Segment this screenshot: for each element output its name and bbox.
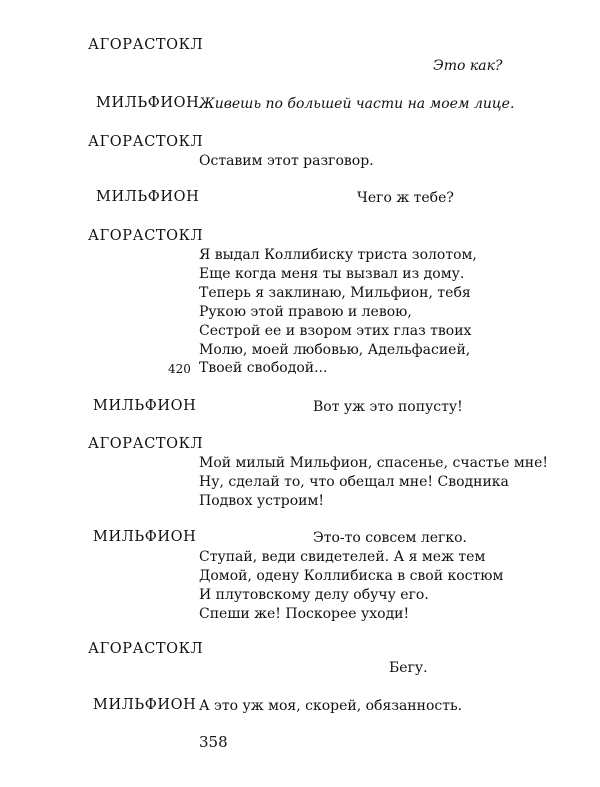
verse-line: Еще когда меня ты вызвал из дому. [199,266,465,282]
verse-line: Теперь я заклинаю, Мильфион, тебя [199,285,471,301]
line-number: 420 [168,362,191,376]
verse-line: Чего ж тебе? [357,190,454,206]
speaker-agorastokl: АГОРАСТОКЛ [88,228,204,244]
verse-line: Ступай, веди свидетелей. А я меж тем [199,549,486,565]
speaker-milfion: МИЛЬФИОН [96,95,200,111]
verse-line: Ну, сделай то, что обещал мне! Сводника [199,474,509,490]
verse-line: Вот уж это попусту! [313,399,463,415]
verse-line: А это уж моя, скорей, обязанность. [199,698,463,714]
verse-line: Бегу. [389,660,428,676]
speaker-agorastokl: АГОРАСТОКЛ [88,134,204,150]
verse-line: Я выдал Коллибиску триста золотом, [199,247,477,263]
speaker-milfion: МИЛЬФИОН [93,529,197,545]
verse-line: Мой милый Мильфион, спасенье, счастье мне! [199,455,549,471]
verse-line: Твоей свободой... [199,360,328,376]
page-number: 358 [199,733,228,751]
verse-line: Молю, моей любовью, Адельфасией, [199,342,471,358]
verse-line: Это-то совсем легко. [313,530,467,546]
speaker-milfion: МИЛЬФИОН [93,697,197,713]
verse-line: Оставим этот разговор. [199,153,374,169]
verse-line: Подвох устроим! [199,493,324,509]
speaker-agorastokl: АГОРАСТОКЛ [88,641,204,657]
verse-line: И плутовскому делу обучу его. [199,587,429,603]
verse-line: Это как? [433,58,503,74]
verse-line: Домой, одену Коллибиска в свой костюм [199,568,504,584]
speaker-agorastokl: АГОРАСТОКЛ [88,37,204,53]
verse-line: Сестрой ее и взором этих глаз твоих [199,323,472,339]
speaker-milfion: МИЛЬФИОН [93,398,197,414]
verse-line: Рукою этой правою и левою, [199,304,412,320]
speaker-agorastokl: АГОРАСТОКЛ [88,436,204,452]
verse-line: Спеши же! Поскорее уходи! [199,606,410,622]
speaker-milfion: МИЛЬФИОН [96,189,200,205]
verse-line: Живешь по большей части на моем лице. [199,96,515,112]
